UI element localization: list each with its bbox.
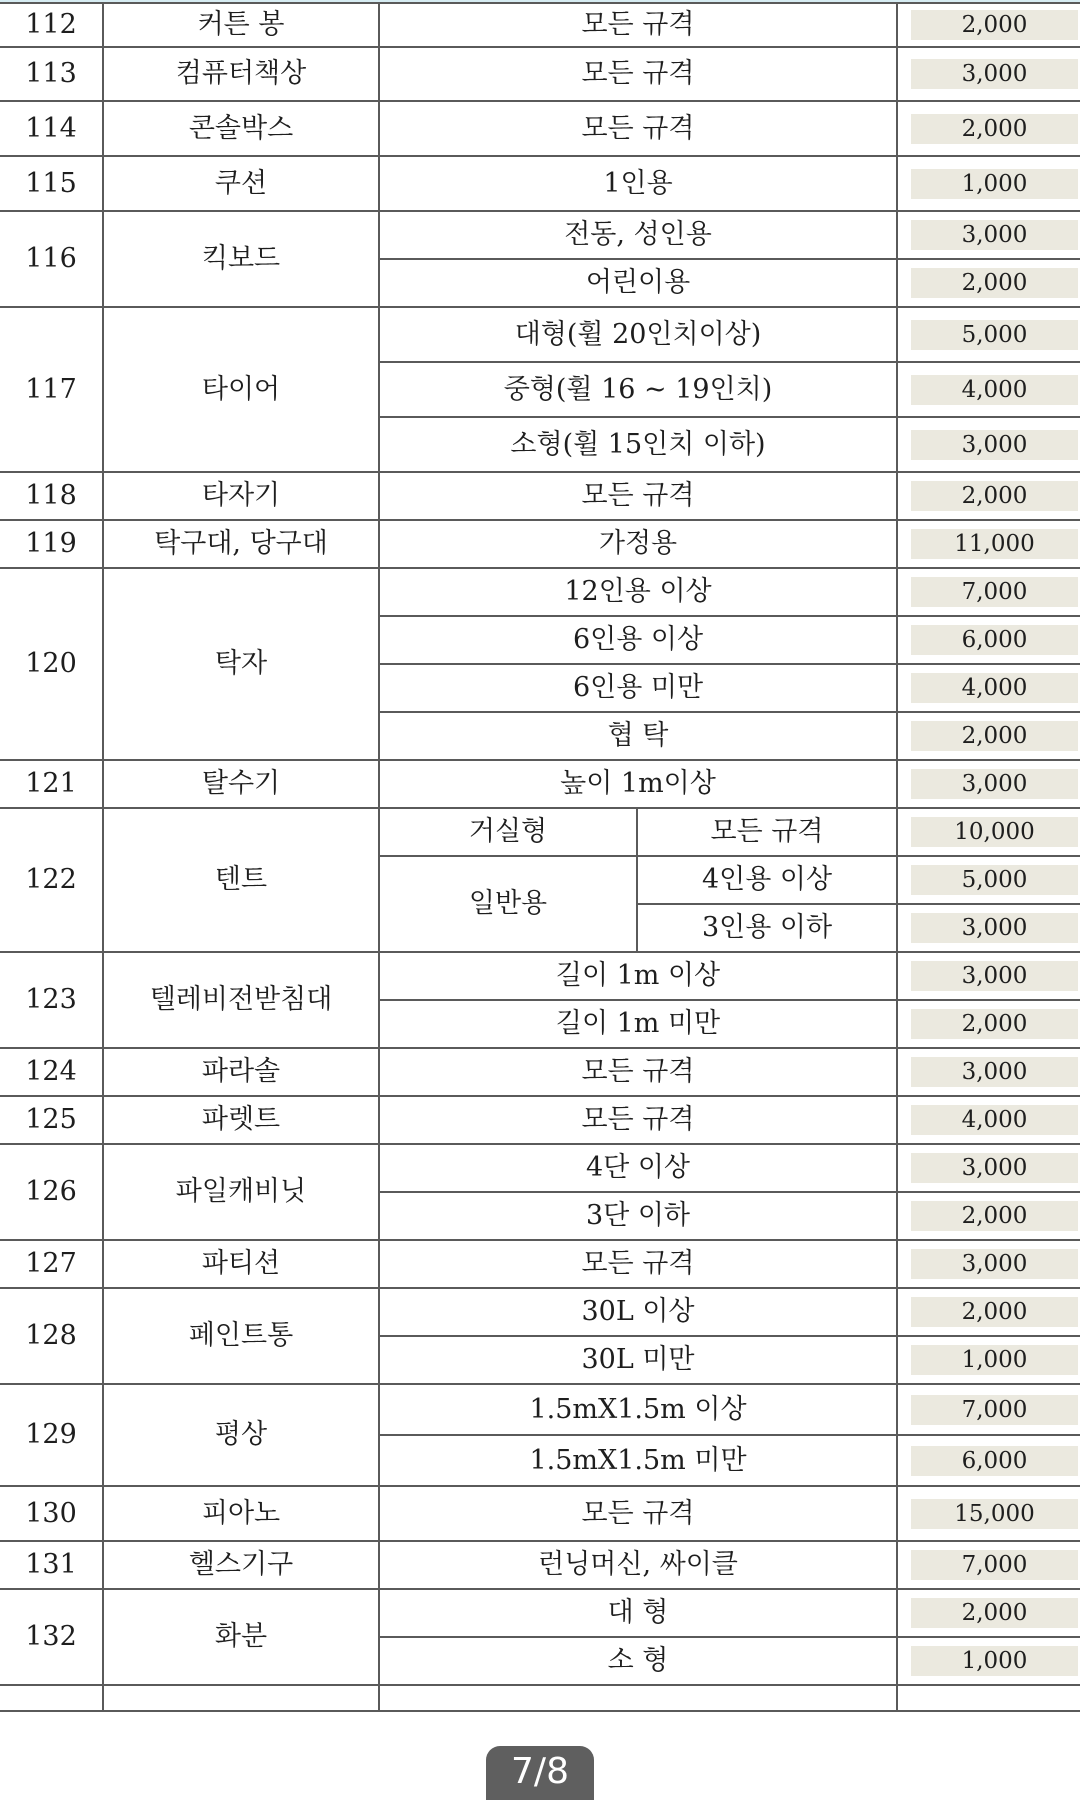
spec: 어린이용: [379, 259, 897, 307]
spec: 길이 1m 미만: [379, 1000, 897, 1048]
price-value: 2,000: [911, 114, 1078, 144]
price-value: 7,000: [911, 1550, 1078, 1580]
price-value: 3,000: [911, 1249, 1078, 1279]
price-value: 7,000: [911, 577, 1078, 607]
price-value: 2,000: [911, 1297, 1078, 1327]
spec: 모든 규격: [379, 47, 897, 101]
table-row: [0, 3, 1080, 47]
empty-cell: [103, 1685, 379, 1711]
spec: 30L 이상: [379, 1288, 897, 1336]
price-value: 3,000: [911, 913, 1078, 943]
item-name: 탁구대, 당구대: [103, 520, 379, 568]
item-name: 파티션: [103, 1240, 379, 1288]
spec-group: 일반용: [379, 856, 637, 952]
item-name: 평상: [103, 1384, 379, 1486]
table-row: [0, 952, 1080, 1000]
table-row: [0, 1384, 1080, 1435]
table-row: [0, 1144, 1080, 1192]
price-cell: [897, 1096, 1080, 1144]
item-number: 124: [0, 1048, 103, 1096]
item-name: 타자기: [103, 472, 379, 520]
item-name: 피아노: [103, 1486, 379, 1541]
price-value: 5,000: [911, 865, 1078, 895]
price-cell: [897, 616, 1080, 664]
item-number: 116: [0, 211, 103, 307]
spec: 소형(휠 15인치 이하): [379, 417, 897, 472]
price-value: 7,000: [911, 1395, 1078, 1425]
price-cell: [897, 3, 1080, 47]
price-cell: [897, 1541, 1080, 1589]
item-number: 120: [0, 568, 103, 760]
table-row: [0, 101, 1080, 156]
price-cell: [897, 1048, 1080, 1096]
price-value: 6,000: [911, 625, 1078, 655]
spec: 높이 1m이상: [379, 760, 897, 808]
table-row: [0, 1096, 1080, 1144]
spec: 모든 규격: [379, 1096, 897, 1144]
price-value: 2,000: [911, 1598, 1078, 1628]
spec: 모든 규격: [379, 3, 897, 47]
spec: 1인용: [379, 156, 897, 211]
table-row: [0, 1486, 1080, 1541]
price-cell: [897, 664, 1080, 712]
spec: 소 형: [379, 1637, 897, 1685]
spec: 12인용 이상: [379, 568, 897, 616]
table-row: [0, 47, 1080, 101]
table-row: [0, 520, 1080, 568]
spec: 6인용 이상: [379, 616, 897, 664]
item-name: 파라솔: [103, 1048, 379, 1096]
price-value: 15,000: [911, 1499, 1078, 1529]
item-name: 헬스기구: [103, 1541, 379, 1589]
spec: 가정용: [379, 520, 897, 568]
price-value: 4,000: [911, 1105, 1078, 1135]
price-cell: [897, 760, 1080, 808]
price-value: 3,000: [911, 961, 1078, 991]
price-cell: [897, 1288, 1080, 1336]
price-cell: [897, 856, 1080, 904]
price-value: 5,000: [911, 320, 1078, 350]
item-name: 컴퓨터책상: [103, 47, 379, 101]
spec: 대형(휠 20인치이상): [379, 307, 897, 362]
price-value: 3,000: [911, 769, 1078, 799]
spec-detail: 3인용 이하: [637, 904, 897, 952]
spec: 전동, 성인용: [379, 211, 897, 259]
price-cell: [897, 808, 1080, 856]
table-row: [0, 760, 1080, 808]
price-value: 2,000: [911, 268, 1078, 298]
spec: 모든 규격: [379, 1486, 897, 1541]
price-cell: [897, 568, 1080, 616]
item-number: 132: [0, 1589, 103, 1685]
item-name: 파렛트: [103, 1096, 379, 1144]
table-row: [0, 808, 1080, 856]
item-name: 킥보드: [103, 211, 379, 307]
price-cell: [897, 712, 1080, 760]
price-cell: [897, 1589, 1080, 1637]
price-cell: [897, 1486, 1080, 1541]
price-cell: [897, 520, 1080, 568]
price-cell: [897, 1384, 1080, 1435]
item-number: 127: [0, 1240, 103, 1288]
price-value: 3,000: [911, 1057, 1078, 1087]
price-cell: [897, 211, 1080, 259]
spec: 30L 미만: [379, 1336, 897, 1384]
spec: 6인용 미만: [379, 664, 897, 712]
item-number: 123: [0, 952, 103, 1048]
price-cell: [897, 1435, 1080, 1486]
price-value: 6,000: [911, 1446, 1078, 1476]
price-value: 1,000: [911, 1646, 1078, 1676]
item-name: 페인트통: [103, 1288, 379, 1384]
item-number: 130: [0, 1486, 103, 1541]
fee-table: [0, 2, 1080, 1712]
price-cell: [897, 472, 1080, 520]
spec: 1.5mX1.5m 이상: [379, 1384, 897, 1435]
item-number: 125: [0, 1096, 103, 1144]
price-value: 2,000: [911, 1201, 1078, 1231]
spec: 길이 1m 이상: [379, 952, 897, 1000]
spec: 런닝머신, 싸이클: [379, 1541, 897, 1589]
price-value: 2,000: [911, 1009, 1078, 1039]
page-indicator: 7/8: [486, 1746, 594, 1800]
item-name: 텔레비전받침대: [103, 952, 379, 1048]
price-value: 1,000: [911, 169, 1078, 199]
item-number: 119: [0, 520, 103, 568]
item-name: 화분: [103, 1589, 379, 1685]
price-value: 3,000: [911, 1153, 1078, 1183]
spec: 중형(휠 16 ~ 19인치): [379, 362, 897, 417]
table-row: [0, 1288, 1080, 1336]
empty-cell: [379, 1685, 897, 1711]
table-row: [0, 156, 1080, 211]
price-value: 2,000: [911, 10, 1078, 40]
spec: 협 탁: [379, 712, 897, 760]
table-row: [0, 307, 1080, 362]
table-row: [0, 1589, 1080, 1637]
price-cell: [897, 362, 1080, 417]
price-cell: [897, 47, 1080, 101]
table-row: [0, 472, 1080, 520]
price-value: 4,000: [911, 375, 1078, 405]
price-cell: [897, 259, 1080, 307]
spec: 3단 이하: [379, 1192, 897, 1240]
spec: 1.5mX1.5m 미만: [379, 1435, 897, 1486]
price-cell: [897, 101, 1080, 156]
item-name: 탈수기: [103, 760, 379, 808]
item-number: 118: [0, 472, 103, 520]
price-value: 2,000: [911, 481, 1078, 511]
price-cell: [897, 904, 1080, 952]
price-value: 1,000: [911, 1345, 1078, 1375]
table-row: [0, 568, 1080, 616]
item-number: 129: [0, 1384, 103, 1486]
item-number: 121: [0, 760, 103, 808]
item-name: 쿠션: [103, 156, 379, 211]
item-number: 115: [0, 156, 103, 211]
price-value: 3,000: [911, 430, 1078, 460]
price-cell: [897, 1336, 1080, 1384]
item-name: 텐트: [103, 808, 379, 952]
item-name: 커튼 봉: [103, 3, 379, 47]
item-number: 122: [0, 808, 103, 952]
price-cell: [897, 952, 1080, 1000]
empty-cell: [897, 1685, 1080, 1711]
price-cell: [897, 307, 1080, 362]
table-row: [0, 211, 1080, 259]
price-cell: [897, 1240, 1080, 1288]
spec: 모든 규격: [379, 472, 897, 520]
item-name: 탁자: [103, 568, 379, 760]
price-cell: [897, 417, 1080, 472]
price-cell: [897, 1000, 1080, 1048]
item-name: 콘솔박스: [103, 101, 379, 156]
table-row: [0, 1048, 1080, 1096]
item-number: 128: [0, 1288, 103, 1384]
price-value: 3,000: [911, 59, 1078, 89]
price-value: 10,000: [911, 817, 1078, 847]
price-value: 4,000: [911, 673, 1078, 703]
item-number: 131: [0, 1541, 103, 1589]
spec-group: 거실형: [379, 808, 637, 856]
item-number: 117: [0, 307, 103, 472]
spec: 대 형: [379, 1589, 897, 1637]
item-name: 타이어: [103, 307, 379, 472]
price-cell: [897, 156, 1080, 211]
spec: 모든 규격: [379, 101, 897, 156]
spec: 모든 규격: [379, 1240, 897, 1288]
spec-detail: 모든 규격: [637, 808, 897, 856]
item-number: 126: [0, 1144, 103, 1240]
price-cell: [897, 1144, 1080, 1192]
price-cell: [897, 1192, 1080, 1240]
table-row: [0, 1541, 1080, 1589]
empty-row: [0, 1685, 1080, 1711]
spec: 4단 이상: [379, 1144, 897, 1192]
empty-cell: [0, 1685, 103, 1711]
item-number: 114: [0, 101, 103, 156]
spec-detail: 4인용 이상: [637, 856, 897, 904]
item-name: 파일캐비닛: [103, 1144, 379, 1240]
price-value: 11,000: [911, 529, 1078, 559]
price-cell: [897, 1637, 1080, 1685]
price-value: 2,000: [911, 721, 1078, 751]
table-row: [0, 1240, 1080, 1288]
spec: 모든 규격: [379, 1048, 897, 1096]
item-number: 113: [0, 47, 103, 101]
price-value: 3,000: [911, 220, 1078, 250]
item-number: 112: [0, 3, 103, 47]
